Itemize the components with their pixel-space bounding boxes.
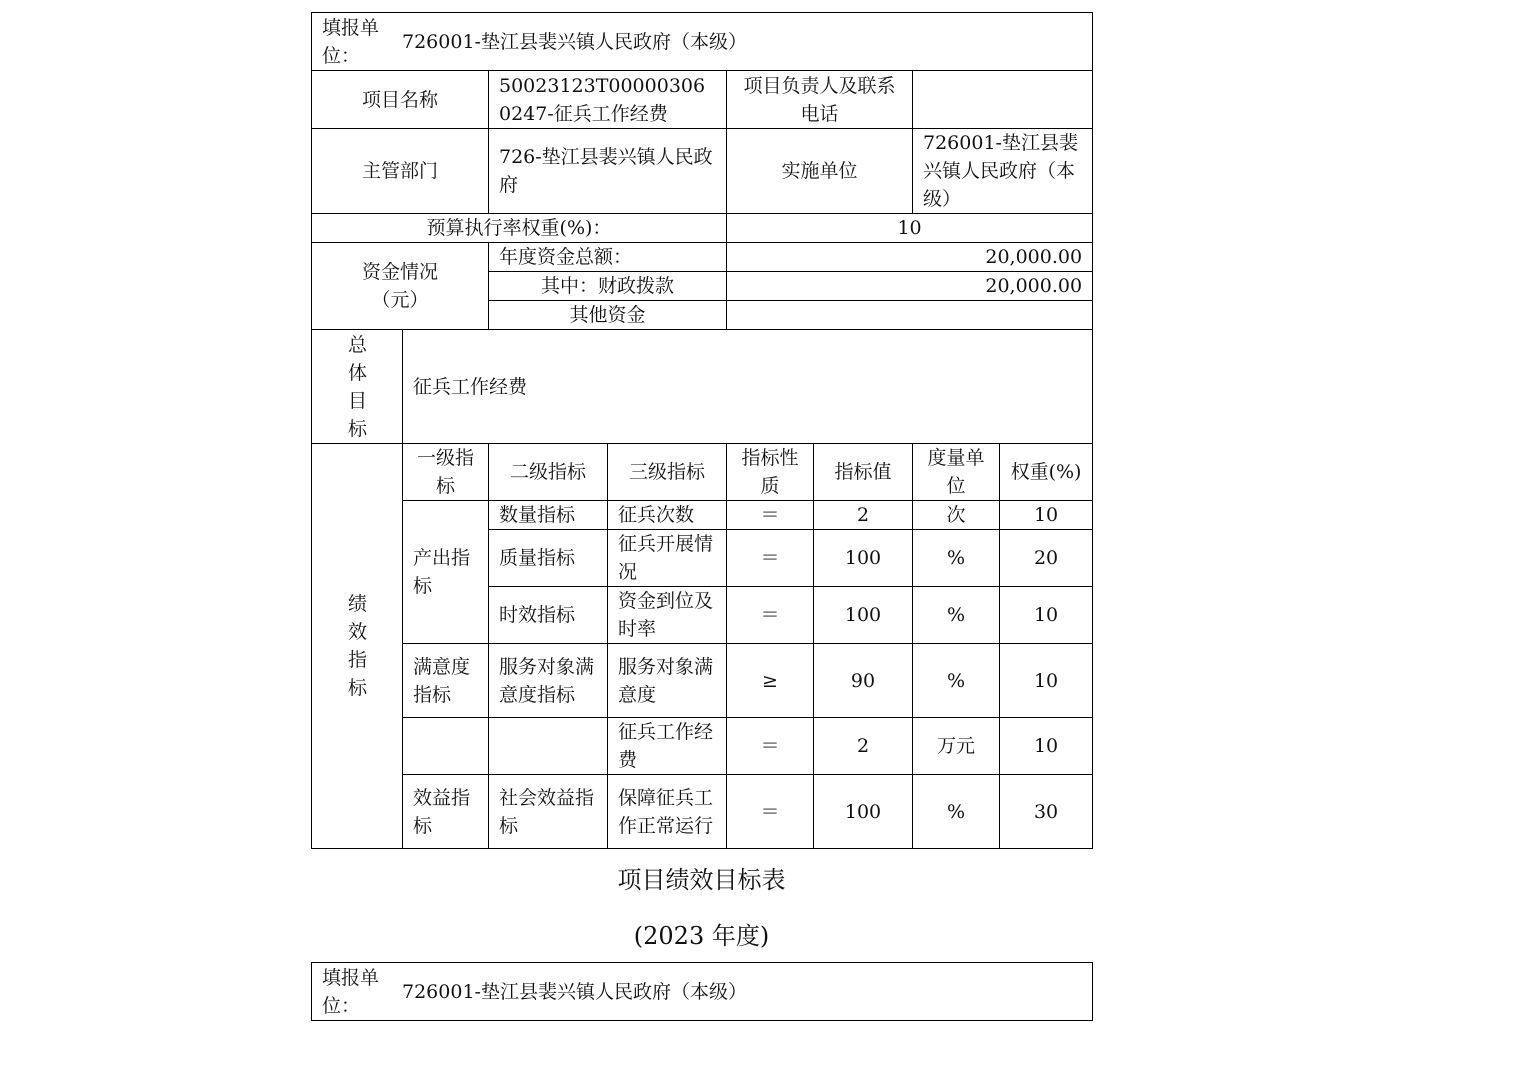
perf-label: 绩效指标 bbox=[312, 444, 403, 849]
l1-satisfaction: 满意度指标 bbox=[403, 644, 489, 718]
value-cell: 100 bbox=[814, 587, 913, 644]
other-funds-label: 其他资金 bbox=[489, 301, 727, 330]
l2-cell: 质量指标 bbox=[489, 530, 608, 587]
budget-rate-label: 预算执行率权重(%)： bbox=[312, 214, 727, 243]
fill-unit-label: 填报单位： bbox=[322, 966, 380, 1017]
performance-table-2 bbox=[311, 962, 1093, 1021]
nature-cell: ＝ bbox=[727, 501, 814, 530]
value-cell: 100 bbox=[814, 530, 913, 587]
l3-cell: 服务对象满意度 bbox=[608, 644, 727, 718]
nature-cell: ＝ bbox=[727, 775, 814, 849]
fill-unit-row-2 bbox=[312, 963, 1093, 1021]
unit-cell: % bbox=[913, 587, 1000, 644]
goal-label: 总体目标 bbox=[312, 330, 403, 444]
header-weight: 权重(%) bbox=[1000, 444, 1093, 501]
l1-output: 产出指标 bbox=[403, 501, 489, 644]
header-nature: 指标性质 bbox=[727, 444, 814, 501]
fill-unit-label: 填报单位： bbox=[322, 16, 380, 67]
header-unit: 度量单位 bbox=[913, 444, 1000, 501]
unit-cell: 万元 bbox=[913, 718, 1000, 775]
l2-cell: 社会效益指标 bbox=[489, 775, 608, 849]
annual-total-label: 年度资金总额： bbox=[489, 243, 727, 272]
l3-cell: 征兵工作经费 bbox=[608, 718, 727, 775]
l1-benefit: 效益指标 bbox=[403, 775, 489, 849]
header-l2: 二级指标 bbox=[489, 444, 608, 501]
fill-unit-row bbox=[312, 13, 1093, 71]
fill-unit-value: 726001-垫江县裴兴镇人民政府（本级） bbox=[402, 30, 747, 53]
unit-cell: % bbox=[913, 644, 1000, 718]
project-lead-label: 项目负责人及联系电话 bbox=[727, 71, 913, 129]
value-cell: 2 bbox=[814, 718, 913, 775]
table-row bbox=[312, 718, 1093, 775]
funds-label: 资金情况（元） bbox=[312, 243, 489, 330]
l3-cell: 征兵次数 bbox=[608, 501, 727, 530]
page-title: 项目绩效目标表 bbox=[617, 866, 786, 894]
weight-cell: 10 bbox=[1000, 644, 1093, 718]
unit-cell: % bbox=[913, 775, 1000, 849]
fill-unit-value: 726001-垫江县裴兴镇人民政府（本级） bbox=[402, 980, 747, 1003]
dept-label: 主管部门 bbox=[312, 129, 489, 214]
nature-cell: ＝ bbox=[727, 587, 814, 644]
table-row bbox=[312, 775, 1093, 849]
unit-cell: % bbox=[913, 530, 1000, 587]
table-row bbox=[312, 644, 1093, 718]
weight-cell: 10 bbox=[1000, 501, 1093, 530]
weight-cell: 30 bbox=[1000, 775, 1093, 849]
fiscal-label: 其中：财政拨款 bbox=[489, 272, 727, 301]
header-value: 指标值 bbox=[814, 444, 913, 501]
project-name-value: 50023123T000003060247-征兵工作经费 bbox=[489, 71, 727, 129]
l3-cell: 保障征兵工作正常运行 bbox=[608, 775, 727, 849]
value-cell: 100 bbox=[814, 775, 913, 849]
dept-value: 726-垫江县裴兴镇人民政府 bbox=[489, 129, 727, 214]
weight-cell: 10 bbox=[1000, 587, 1093, 644]
nature-cell: ＝ bbox=[727, 718, 814, 775]
l2-cell bbox=[489, 718, 608, 775]
project-name-label: 项目名称 bbox=[312, 71, 489, 129]
nature-cell: ＝ bbox=[727, 530, 814, 587]
year-subtitle: (2023 年度) bbox=[633, 922, 770, 950]
l1-cell bbox=[403, 718, 489, 775]
value-cell: 2 bbox=[814, 501, 913, 530]
impl-label: 实施单位 bbox=[727, 129, 913, 214]
performance-table bbox=[311, 12, 1093, 849]
other-funds-value bbox=[727, 301, 1093, 330]
l2-cell: 服务对象满意度指标 bbox=[489, 644, 608, 718]
weight-cell: 20 bbox=[1000, 530, 1093, 587]
fiscal-value: 20,000.00 bbox=[727, 272, 1093, 301]
impl-value: 726001-垫江县裴兴镇人民政府（本级） bbox=[913, 129, 1093, 214]
l3-cell: 资金到位及时率 bbox=[608, 587, 727, 644]
annual-total-value: 20,000.00 bbox=[727, 243, 1093, 272]
header-l3: 三级指标 bbox=[608, 444, 727, 501]
budget-rate-value: 10 bbox=[727, 214, 1093, 243]
value-cell: 90 bbox=[814, 644, 913, 718]
l2-cell: 数量指标 bbox=[489, 501, 608, 530]
unit-cell: 次 bbox=[913, 501, 1000, 530]
goal-value: 征兵工作经费 bbox=[403, 330, 1093, 444]
weight-cell: 10 bbox=[1000, 718, 1093, 775]
header-l1: 一级指标 bbox=[403, 444, 489, 501]
project-lead-value bbox=[913, 71, 1093, 129]
table-row bbox=[312, 501, 1093, 530]
l2-cell: 时效指标 bbox=[489, 587, 608, 644]
nature-cell: ≥ bbox=[727, 644, 814, 718]
l3-cell: 征兵开展情况 bbox=[608, 530, 727, 587]
